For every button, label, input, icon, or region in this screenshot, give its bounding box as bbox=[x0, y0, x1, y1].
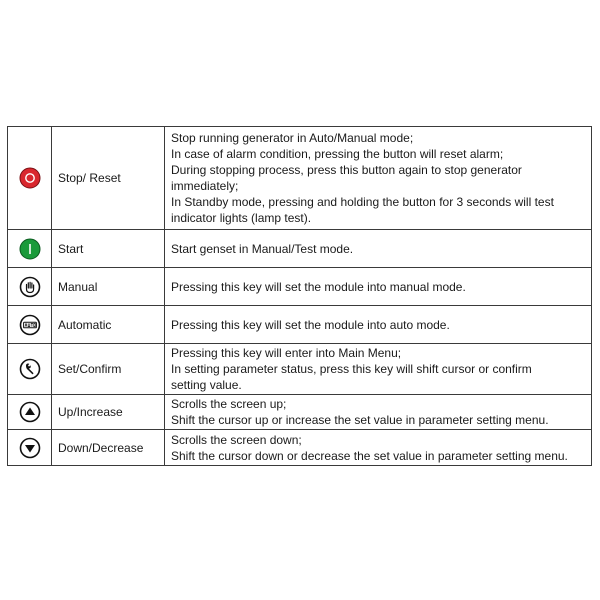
key-name: Automatic bbox=[52, 306, 165, 344]
down-arrow-icon bbox=[19, 437, 41, 459]
key-description: Start genset in Manual/Test mode. bbox=[165, 230, 592, 268]
key-description: Scrolls the screen down; Shift the cursor down or decrease the set value in parameter setting menu. bbox=[165, 430, 592, 466]
key-name: Stop/ Reset bbox=[52, 127, 165, 230]
key-description: Stop running generator in Auto/Manual mode; In case of alarm condition, pressing the button will reset alarm; During stopping process, press this button again to stop generator immediately; In Standby mode, pressing and holding the button for 3 seconds will test indicator lights (lamp test). bbox=[165, 127, 592, 230]
manual-hand-icon bbox=[19, 276, 41, 298]
up-arrow-icon bbox=[19, 401, 41, 423]
table-row bbox=[8, 268, 592, 306]
key-description: Pressing this key will enter into Main Menu; In setting parameter status, press this key will shift cursor or confirm setting value. bbox=[165, 344, 592, 395]
key-description: Pressing this key will set the module into auto mode. bbox=[165, 306, 592, 344]
table-row bbox=[8, 127, 592, 230]
key-description: Pressing this key will set the module into manual mode. bbox=[165, 268, 592, 306]
key-name: Start bbox=[52, 230, 165, 268]
key-name: Manual bbox=[52, 268, 165, 306]
key-name: Set/Confirm bbox=[52, 344, 165, 395]
key-name: Up/Increase bbox=[52, 395, 165, 430]
table-row bbox=[8, 306, 592, 344]
stop-reset-icon bbox=[19, 167, 41, 189]
table-row bbox=[8, 230, 592, 268]
wrench-icon bbox=[19, 358, 41, 380]
table-row bbox=[8, 430, 592, 466]
key-description: Scrolls the screen up; Shift the cursor up or increase the set value in parameter setting menu. bbox=[165, 395, 592, 430]
table-row bbox=[8, 344, 592, 395]
auto-icon bbox=[19, 314, 41, 336]
key-function-table bbox=[7, 126, 592, 466]
key-name: Down/Decrease bbox=[52, 430, 165, 466]
start-icon bbox=[19, 238, 41, 260]
table-row bbox=[8, 395, 592, 430]
